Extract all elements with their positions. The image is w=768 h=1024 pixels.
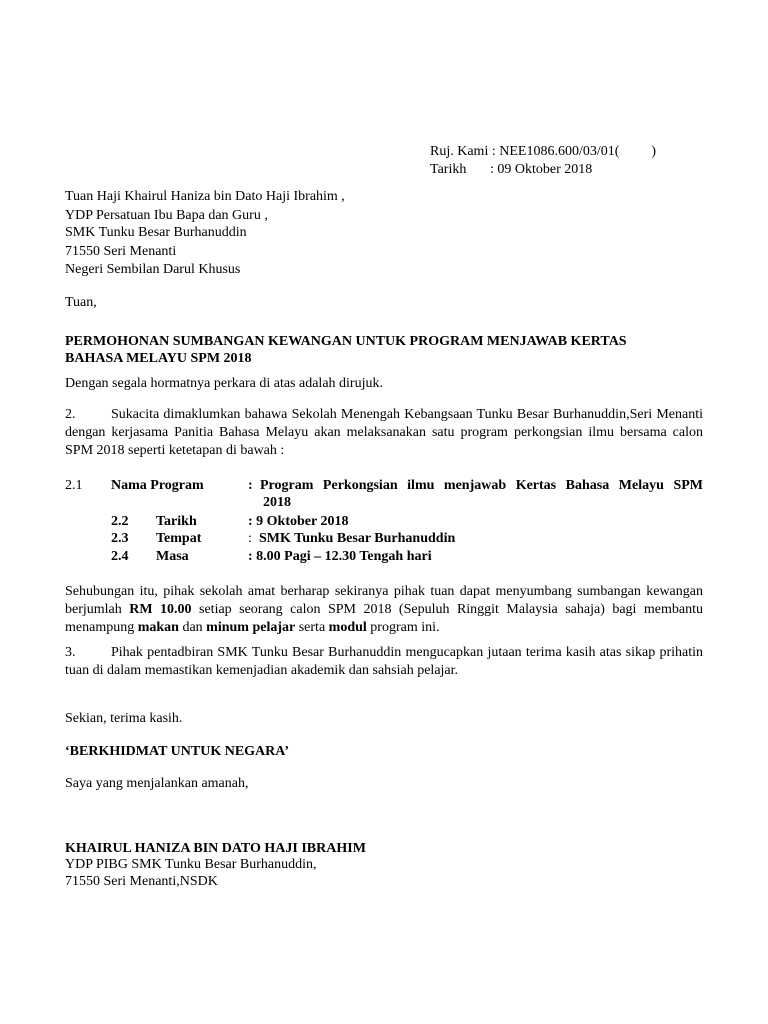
subject-line-2: BAHASA MELAYU SPM 2018 bbox=[65, 351, 252, 366]
program-item-label-2: Tarikh bbox=[156, 514, 197, 529]
program-item-value-1b: 2018 bbox=[263, 495, 291, 510]
paragraph-3-number: 3. bbox=[65, 645, 76, 660]
ruj-label: Ruj. Kami bbox=[430, 144, 489, 159]
program-item-colon-1: : bbox=[248, 478, 253, 493]
request-text-3: dan bbox=[178, 620, 207, 635]
recipient-line-2: YDP Persatuan Ibu Bapa dan Guru , bbox=[65, 208, 268, 223]
program-item-value-2: : 9 Oktober 2018 bbox=[248, 514, 349, 529]
reference-date bbox=[430, 161, 592, 179]
motto: ‘BERKHIDMAT UNTUK NEGARA’ bbox=[65, 744, 290, 759]
request-paragraph bbox=[65, 583, 703, 637]
program-item-label-3: Tempat bbox=[156, 531, 202, 546]
reference-number bbox=[430, 143, 656, 161]
program-item-number-4: 2.4 bbox=[111, 549, 129, 564]
request-modul: modul bbox=[328, 620, 367, 635]
salutation: Tuan, bbox=[65, 295, 97, 310]
program-item-colon-3: : bbox=[248, 531, 252, 546]
request-text-2: setiap seorang calon SPM 2018 (Sepuluh Ringgit Malaysia sahaja) bagi membantu menampung bbox=[65, 602, 704, 635]
paragraph-3-text: Pihak pentadbiran SMK Tunku Besar Burhanuddin mengucapkan jutaan terima kasih atas sikap prihatin tuan di dalam memastikan kemenjadian akademik dan sahsiah pelajar. bbox=[65, 645, 703, 678]
recipient-line-5: Negeri Sembilan Darul Khusus bbox=[65, 262, 241, 277]
subject-line-1: PERMOHONAN SUMBANGAN KEWANGAN UNTUK PROGRAM MENJAWAB KERTAS bbox=[65, 334, 627, 349]
ruj-close: ) bbox=[651, 144, 657, 159]
signatory-name: KHAIRUL HANIZA BIN DATO HAJI IBRAHIM bbox=[65, 841, 366, 856]
program-item-label-4: Masa bbox=[156, 549, 189, 564]
tarikh-value: : 09 Oktober 2018 bbox=[490, 162, 593, 177]
signatory-address: 71550 Seri Menanti,NSDK bbox=[65, 874, 218, 889]
intro-paragraph: Dengan segala hormatnya perkara di atas adalah dirujuk. bbox=[65, 376, 383, 391]
recipient-line-1: Tuan Haji Khairul Haniza bin Dato Haji Ibrahim , bbox=[65, 189, 345, 204]
recipient-line-4: 71550 Seri Menanti bbox=[65, 244, 177, 259]
program-item-value-4: : 8.00 Pagi – 12.30 Tengah hari bbox=[248, 549, 432, 564]
request-minum: minum pelajar bbox=[206, 620, 296, 635]
paragraph-2-text: Sukacita dimaklumkan bahawa Sekolah Menengah Kebangsaan Tunku Besar Burhanuddin,Seri Menanti dengan kerjasama Panitia Bahasa Melayu akan melaksanakan satu program perkongsian ilmu bersama calon SPM 2018 seperti ketetapan di bawah : bbox=[65, 407, 703, 458]
request-amount: RM 10.00 bbox=[129, 602, 192, 617]
closing-line: Sekian, terima kasih. bbox=[65, 711, 183, 726]
program-item-value-3: SMK Tunku Besar Burhanuddin bbox=[259, 531, 456, 546]
program-item-value-1a: Program Perkongsian ilmu menjawab Kertas Bahasa Melayu SPM bbox=[260, 478, 703, 493]
recipient-line-3: SMK Tunku Besar Burhanuddin bbox=[65, 225, 247, 240]
signatory-title: YDP PIBG SMK Tunku Besar Burhanuddin, bbox=[65, 857, 317, 872]
paragraph-3 bbox=[65, 644, 703, 680]
request-text-4: serta bbox=[295, 620, 329, 635]
program-item-number-1: 2.1 bbox=[65, 478, 83, 493]
paragraph-2 bbox=[65, 406, 703, 460]
program-item-number-2: 2.2 bbox=[111, 514, 129, 529]
tarikh-label: Tarikh bbox=[430, 162, 467, 177]
amanah-line: Saya yang menjalankan amanah, bbox=[65, 776, 249, 791]
request-makan: makan bbox=[137, 620, 179, 635]
request-text-5: program ini. bbox=[366, 620, 440, 635]
program-item-label-1: Nama Program bbox=[111, 478, 204, 493]
paragraph-2-number: 2. bbox=[65, 407, 76, 422]
program-item-number-3: 2.3 bbox=[111, 531, 129, 546]
request-text-1: Sehubungan itu, pihak sekolah amat berharap sekiranya pihak tuan dapat menyumbang sumbangan kewangan berjumlah bbox=[65, 584, 703, 617]
ruj-value: : NEE1086.600/03/01( bbox=[491, 144, 620, 159]
